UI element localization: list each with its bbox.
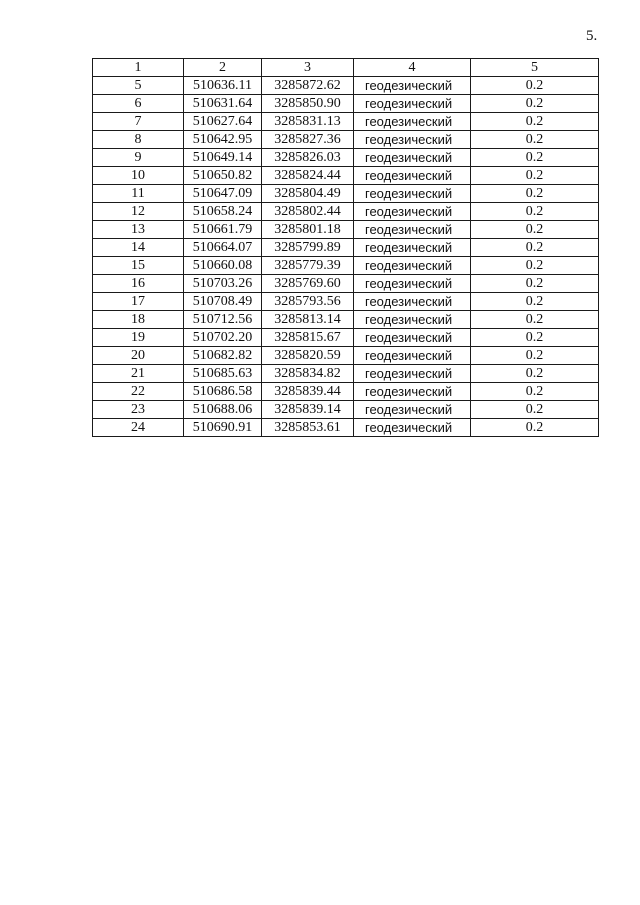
table-row (93, 185, 599, 203)
accuracy-cell: 0.2 (471, 275, 599, 293)
point-number-cell: 17 (93, 293, 184, 311)
table-row (93, 95, 599, 113)
table-row (93, 365, 599, 383)
point-number-cell: 21 (93, 365, 184, 383)
accuracy-cell: 0.2 (471, 149, 599, 167)
accuracy-cell: 0.2 (471, 131, 599, 149)
accuracy-cell: 0.2 (471, 239, 599, 257)
table-header (93, 59, 599, 77)
point-number-cell: 11 (93, 185, 184, 203)
accuracy-cell: 0.2 (471, 293, 599, 311)
point-number-cell: 5 (93, 77, 184, 95)
y-coordinate-cell: 3285839.14 (262, 401, 354, 419)
accuracy-cell: 0.2 (471, 365, 599, 383)
accuracy-cell: 0.2 (471, 419, 599, 437)
x-coordinate-cell: 510690.91 (184, 419, 262, 437)
table-row (93, 383, 599, 401)
method-cell: геодезический (354, 149, 471, 167)
method-cell: геодезический (354, 203, 471, 221)
x-coordinate-cell: 510650.82 (184, 167, 262, 185)
method-cell: геодезический (354, 221, 471, 239)
y-coordinate-cell: 3285769.60 (262, 275, 354, 293)
header-cell-4: 4 (354, 59, 471, 77)
y-coordinate-cell: 3285853.61 (262, 419, 354, 437)
x-coordinate-cell: 510703.26 (184, 275, 262, 293)
point-number-cell: 20 (93, 347, 184, 365)
y-coordinate-cell: 3285839.44 (262, 383, 354, 401)
y-coordinate-cell: 3285831.13 (262, 113, 354, 131)
accuracy-cell: 0.2 (471, 185, 599, 203)
x-coordinate-cell: 510682.82 (184, 347, 262, 365)
point-number-cell: 10 (93, 167, 184, 185)
point-number-cell: 15 (93, 257, 184, 275)
accuracy-cell: 0.2 (471, 329, 599, 347)
y-coordinate-cell: 3285824.44 (262, 167, 354, 185)
accuracy-cell: 0.2 (471, 77, 599, 95)
x-coordinate-cell: 510647.09 (184, 185, 262, 203)
accuracy-cell: 0.2 (471, 383, 599, 401)
table-row (93, 293, 599, 311)
y-coordinate-cell: 3285802.44 (262, 203, 354, 221)
method-cell: геодезический (354, 293, 471, 311)
point-number-cell: 6 (93, 95, 184, 113)
x-coordinate-cell: 510685.63 (184, 365, 262, 383)
point-number-cell: 18 (93, 311, 184, 329)
x-coordinate-cell: 510631.64 (184, 95, 262, 113)
y-coordinate-cell: 3285827.36 (262, 131, 354, 149)
table-row (93, 239, 599, 257)
table-row (93, 401, 599, 419)
point-number-cell: 22 (93, 383, 184, 401)
accuracy-cell: 0.2 (471, 167, 599, 185)
accuracy-cell: 0.2 (471, 221, 599, 239)
x-coordinate-cell: 510660.08 (184, 257, 262, 275)
point-number-cell: 24 (93, 419, 184, 437)
point-number-cell: 14 (93, 239, 184, 257)
method-cell: геодезический (354, 239, 471, 257)
table-row (93, 167, 599, 185)
method-cell: геодезический (354, 257, 471, 275)
x-coordinate-cell: 510636.11 (184, 77, 262, 95)
y-coordinate-cell: 3285779.39 (262, 257, 354, 275)
method-cell: геодезический (354, 167, 471, 185)
method-cell: геодезический (354, 383, 471, 401)
method-cell: геодезический (354, 95, 471, 113)
table-row (93, 419, 599, 437)
method-cell: геодезический (354, 77, 471, 95)
y-coordinate-cell: 3285850.90 (262, 95, 354, 113)
x-coordinate-cell: 510664.07 (184, 239, 262, 257)
accuracy-cell: 0.2 (471, 311, 599, 329)
method-cell: геодезический (354, 311, 471, 329)
y-coordinate-cell: 3285813.14 (262, 311, 354, 329)
x-coordinate-cell: 510642.95 (184, 131, 262, 149)
method-cell: геодезический (354, 113, 471, 131)
accuracy-cell: 0.2 (471, 95, 599, 113)
table-row (93, 311, 599, 329)
method-cell: геодезический (354, 419, 471, 437)
point-number-cell: 19 (93, 329, 184, 347)
table-row (93, 257, 599, 275)
y-coordinate-cell: 3285826.03 (262, 149, 354, 167)
y-coordinate-cell: 3285834.82 (262, 365, 354, 383)
y-coordinate-cell: 3285804.49 (262, 185, 354, 203)
x-coordinate-cell: 510649.14 (184, 149, 262, 167)
method-cell: геодезический (354, 347, 471, 365)
method-cell: геодезический (354, 365, 471, 383)
y-coordinate-cell: 3285793.56 (262, 293, 354, 311)
table-row (93, 329, 599, 347)
point-number-cell: 13 (93, 221, 184, 239)
x-coordinate-cell: 510661.79 (184, 221, 262, 239)
method-cell: геодезический (354, 401, 471, 419)
y-coordinate-cell: 3285872.62 (262, 77, 354, 95)
table-row (93, 77, 599, 95)
table-body (93, 77, 599, 437)
point-number-cell: 8 (93, 131, 184, 149)
x-coordinate-cell: 510658.24 (184, 203, 262, 221)
method-cell: геодезический (354, 131, 471, 149)
accuracy-cell: 0.2 (471, 257, 599, 275)
y-coordinate-cell: 3285815.67 (262, 329, 354, 347)
table-row (93, 149, 599, 167)
header-cell-3: 3 (262, 59, 354, 77)
table-row (93, 275, 599, 293)
x-coordinate-cell: 510712.56 (184, 311, 262, 329)
y-coordinate-cell: 3285820.59 (262, 347, 354, 365)
table-row (93, 203, 599, 221)
y-coordinate-cell: 3285801.18 (262, 221, 354, 239)
x-coordinate-cell: 510708.49 (184, 293, 262, 311)
header-cell-2: 2 (184, 59, 262, 77)
accuracy-cell: 0.2 (471, 113, 599, 131)
point-number-cell: 23 (93, 401, 184, 419)
accuracy-cell: 0.2 (471, 347, 599, 365)
table-row (93, 347, 599, 365)
header-row (93, 59, 599, 77)
method-cell: геодезический (354, 275, 471, 293)
method-cell: геодезический (354, 329, 471, 347)
point-number-cell: 12 (93, 203, 184, 221)
table-row (93, 221, 599, 239)
y-coordinate-cell: 3285799.89 (262, 239, 354, 257)
point-number-cell: 9 (93, 149, 184, 167)
table-row (93, 131, 599, 149)
point-number-cell: 7 (93, 113, 184, 131)
accuracy-cell: 0.2 (471, 401, 599, 419)
accuracy-cell: 0.2 (471, 203, 599, 221)
header-cell-5: 5 (471, 59, 599, 77)
page-number: 5. (586, 28, 598, 44)
x-coordinate-cell: 510627.64 (184, 113, 262, 131)
header-cell-1: 1 (93, 59, 184, 77)
x-coordinate-cell: 510688.06 (184, 401, 262, 419)
table-row (93, 113, 599, 131)
point-number-cell: 16 (93, 275, 184, 293)
x-coordinate-cell: 510686.58 (184, 383, 262, 401)
method-cell: геодезический (354, 185, 471, 203)
coordinates-table (92, 58, 599, 437)
x-coordinate-cell: 510702.20 (184, 329, 262, 347)
